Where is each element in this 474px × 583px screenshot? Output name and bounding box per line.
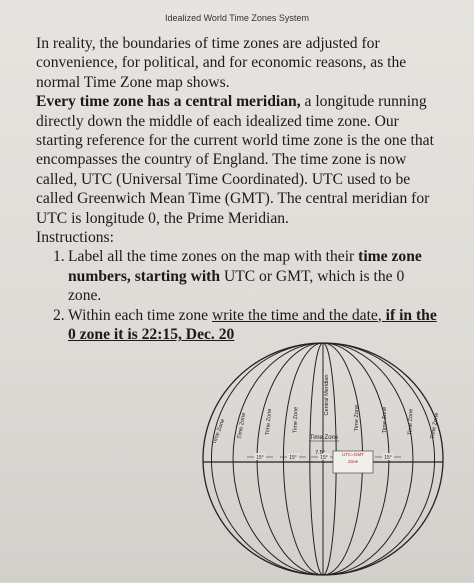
instruction-emphasis: if in the 0 zone it is 22:15, Dec. 20 (68, 306, 437, 344)
degree-label: 15° (256, 455, 264, 461)
instruction-underlined: write the time and the date (212, 306, 378, 324)
time-zone-label: Time Zone (407, 408, 415, 436)
time-zone-label: Time Zone (354, 404, 360, 432)
instruction-text: UTC or GMT, which is the 0 zone. (68, 267, 405, 305)
time-zone-label: Time Zone (429, 412, 441, 440)
instruction-number: 2. (53, 306, 65, 324)
instruction-text: Label all the time zones on the map with their (68, 248, 359, 266)
instruction-text: , (377, 306, 386, 324)
time-zone-label: Time Zone (264, 408, 274, 436)
utc-label: UTC=GMT (342, 452, 364, 457)
body-text (36, 34, 440, 345)
instruction-number: 1. (53, 248, 65, 266)
degree-label: 15° (384, 455, 392, 461)
time-zone-label: Time Zone (236, 412, 248, 440)
instruction-text: Within each time zone (68, 306, 212, 324)
instructions-label: Instructions: (36, 229, 114, 247)
instruction-item-2 (36, 306, 440, 345)
degree-label: 15° (289, 455, 297, 461)
instruction-item-1 (36, 247, 440, 305)
meridian-paragraph (36, 92, 440, 228)
utc-zone-word: Zone (347, 459, 359, 464)
time-zone-globe (198, 340, 448, 578)
time-zone-label: Time Zone (211, 418, 227, 446)
instructions-list (36, 247, 440, 344)
meridian-rest: a longitude running directly down the middle of each idealized time zone. Our starting reference for the current world time zone is the one that encompasses the country of England. The time zone is now called, UTC (Universal Time Coordinated). UTC used to be called Greenwich Mean Time (GMT). The central meridian for UTC is longitude 0, the Prime Meridian. (36, 93, 434, 227)
meridian-line (211, 343, 323, 575)
intro-paragraph: In reality, the boundaries of time zones are adjusted for convenience, for political, and for economic reasons, as the normal Time Zone map shows. (36, 35, 407, 91)
page-header: Idealized World Time Zones System (165, 13, 309, 23)
half-degree-label: 7.5° (315, 450, 325, 456)
meridian-lead: Every time zone has a central meridian, (36, 93, 301, 111)
central-meridian-label: Central Meridian (324, 374, 330, 416)
time-zone-label: Time Zone (382, 406, 388, 434)
central-zone-label: Time Zone (309, 435, 339, 441)
time-zone-label: Time Zone (292, 406, 300, 434)
instruction-emphasis: time zone numbers, starting with (68, 248, 422, 285)
degree-label: 15° (320, 455, 328, 461)
